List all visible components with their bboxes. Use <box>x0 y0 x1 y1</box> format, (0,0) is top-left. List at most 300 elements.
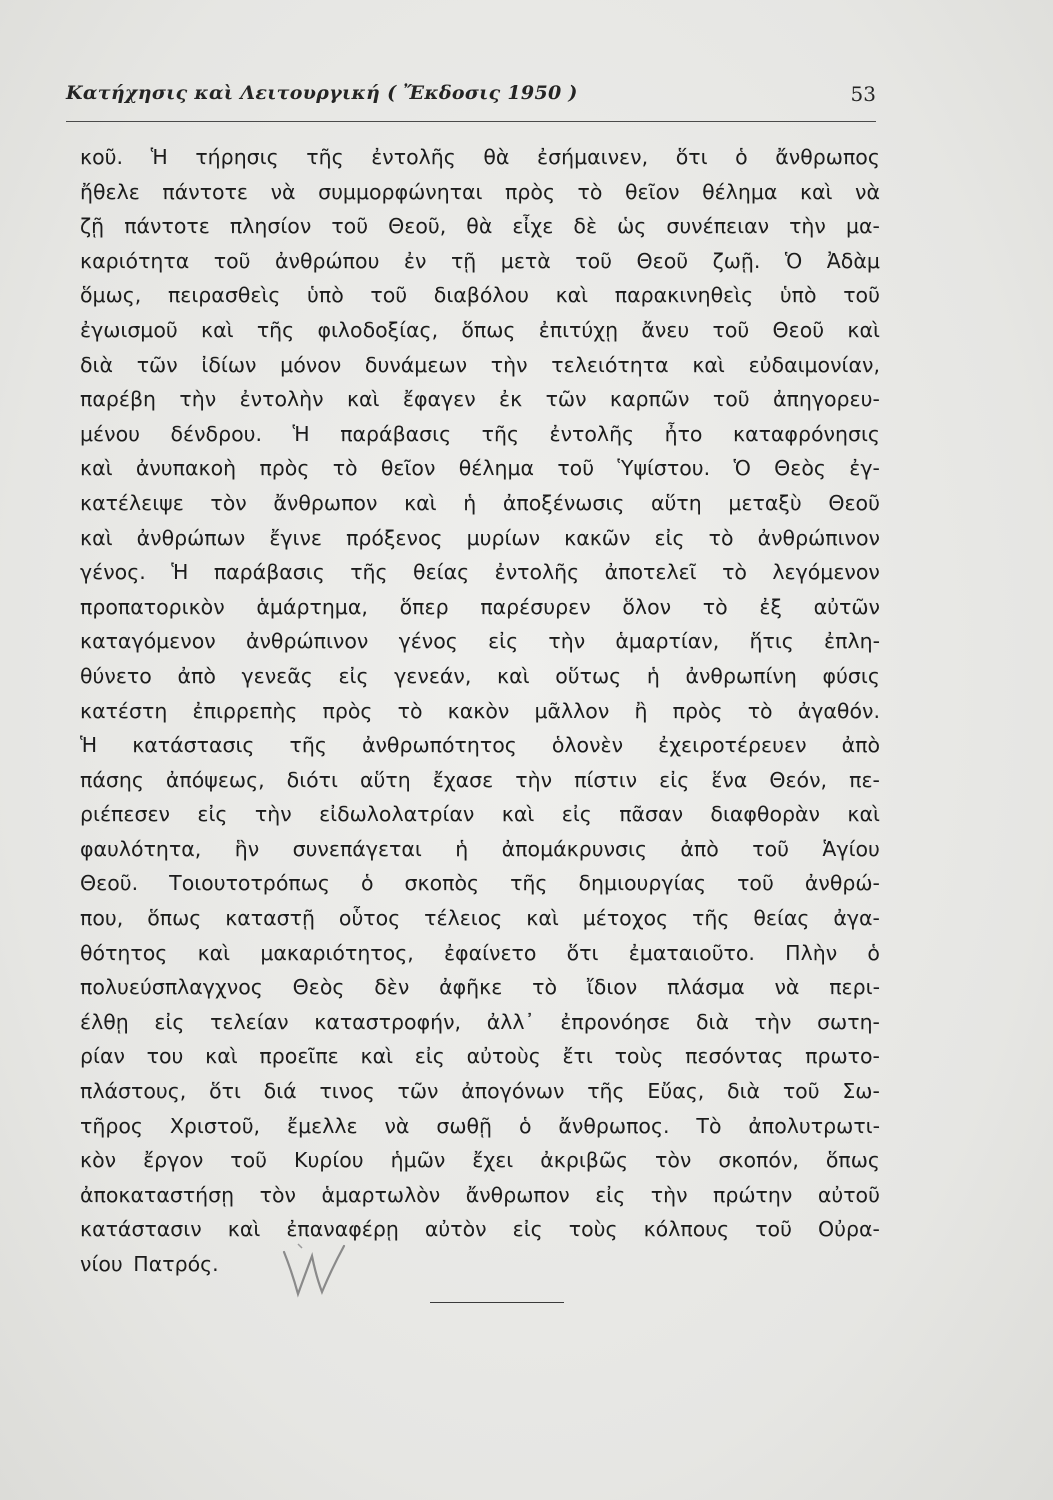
word: Θεοῦ, <box>388 214 447 239</box>
word: πάντοτε <box>124 214 210 239</box>
word: ἀνθρώπων <box>136 525 246 550</box>
word: ἐγωισμοῦ <box>80 317 178 342</box>
text-line <box>80 175 880 210</box>
word: φιλοδοξίας, <box>317 317 439 342</box>
word: καρπῶν <box>609 387 690 412</box>
word: μυρίων <box>466 525 541 550</box>
word: διαβόλου <box>433 283 529 308</box>
text-line <box>80 866 880 901</box>
word: ἐπιτύχῃ <box>538 317 619 342</box>
word: καὶ <box>205 1044 238 1069</box>
word: τοῦ <box>755 1217 792 1242</box>
word: καὶ <box>197 940 231 965</box>
word: δὲ <box>573 214 598 239</box>
word: τὸ <box>747 698 773 723</box>
word: καριότητα <box>80 248 190 273</box>
word: Ὑψίστου. <box>617 456 711 481</box>
text-line: νίου Πατρός. <box>80 1252 219 1276</box>
word: νὰ <box>384 1113 410 1138</box>
word: ἀφῆκε <box>439 975 503 1000</box>
word: ριέπεσεν <box>80 802 170 827</box>
word: τῆς <box>587 1079 625 1104</box>
word: ἄνευ <box>641 317 690 342</box>
word: πρὸς <box>259 456 310 481</box>
text-line <box>80 348 880 383</box>
word: τοῦ <box>843 283 880 308</box>
word: ἥτις <box>749 629 794 654</box>
word: μετὰ <box>500 248 551 273</box>
word: εἰδωλολατρίαν <box>319 802 475 827</box>
word: πάσης <box>80 767 144 792</box>
word: τῆς <box>692 906 730 931</box>
word: συνεπάγεται <box>292 836 422 861</box>
word: καὶ <box>847 802 880 827</box>
word: πρὸς <box>322 698 373 723</box>
word: τὸ <box>332 456 358 481</box>
text-line <box>80 278 880 313</box>
word: μᾶλλον <box>534 698 610 723</box>
end-rule <box>430 1302 564 1303</box>
word: ὅτι <box>675 145 708 169</box>
word: εὐδαιμονίαν, <box>748 352 880 377</box>
word: καταγόμενον <box>80 629 216 654</box>
word: του <box>146 1044 184 1069</box>
word: τῶν <box>397 1079 439 1104</box>
word: ἡμῶν <box>390 1148 446 1173</box>
word: κὸν <box>80 1148 117 1173</box>
word: αὐτοὺς <box>466 1044 541 1069</box>
text-line <box>80 659 880 694</box>
word: Οὐρα- <box>817 1217 880 1242</box>
word: Θεοῦ <box>772 317 825 342</box>
word: ἡ <box>455 836 469 861</box>
word: τοῦ <box>712 317 750 342</box>
word: μέτοχος <box>582 906 669 931</box>
word: πεσόντας <box>685 1044 784 1069</box>
word: Ἀδὰμ <box>826 248 880 273</box>
word: προπατορικὸν <box>80 594 225 619</box>
word: ἀγαθόν. <box>797 698 880 723</box>
word: τὴν <box>490 352 528 377</box>
word: θείας <box>413 560 470 585</box>
word: αὐτοῦ <box>817 1182 880 1207</box>
text-line <box>80 1178 880 1213</box>
word: που, <box>80 906 124 931</box>
word: φαυλότητα, <box>80 836 202 861</box>
word: τὸν <box>655 1148 692 1173</box>
text-line <box>80 590 880 625</box>
word: μεταξὺ <box>728 490 802 515</box>
word: διὰ <box>696 1009 730 1034</box>
word: θὰ <box>483 145 510 169</box>
text-line <box>80 521 880 556</box>
word: ἔτι <box>562 1044 593 1069</box>
word: πε- <box>849 767 880 792</box>
word: τοῦ <box>370 283 408 308</box>
word: ὡς <box>617 214 647 239</box>
text-line <box>80 1005 880 1040</box>
text-line <box>80 1143 880 1178</box>
word: ἀγα- <box>833 906 880 931</box>
word: τὸ <box>702 594 728 619</box>
word: τοῦ <box>213 248 251 273</box>
word: Πλὴν <box>785 940 838 965</box>
word: νὰ <box>855 179 880 204</box>
word: γένος. <box>80 560 146 585</box>
word: καὶ <box>80 525 113 550</box>
word: παρέβη <box>80 387 157 412</box>
word: τὴν <box>254 802 292 827</box>
word: Θεὸς <box>774 456 826 481</box>
word: εἰς <box>512 1217 543 1242</box>
word: πρωτο- <box>805 1044 880 1069</box>
word: καὶ <box>346 387 380 412</box>
word: ὅπως <box>825 1148 880 1173</box>
word: συνέπειαν <box>666 214 770 239</box>
word: τὴν <box>789 214 826 239</box>
word: ἀνυπακοὴ <box>135 456 237 481</box>
word: τοῦ <box>575 248 612 273</box>
word: ἐγ- <box>849 456 880 481</box>
word: δημιουργίας <box>578 871 707 896</box>
word: κατάστασις <box>132 733 255 758</box>
word: εἶχε <box>512 214 554 239</box>
word: Θεοῦ <box>828 490 880 515</box>
word: τῆς <box>510 871 548 896</box>
word: εἰς <box>488 629 519 654</box>
word: κατέλειψε <box>80 490 184 515</box>
word: παράβασις <box>213 560 325 585</box>
word: ἐματαιοῦτο. <box>628 940 755 965</box>
word: νὰ <box>270 179 296 204</box>
word: αὕτη <box>651 490 702 515</box>
word: πλάστους, <box>80 1079 187 1104</box>
word: ἀνθρωπότητος <box>361 733 517 758</box>
word: κακὸν <box>447 698 510 723</box>
word: ἁμαρτωλὸν <box>321 1182 441 1207</box>
word: ἐπαναφέρῃ <box>286 1217 399 1242</box>
word: πρόξενος <box>346 525 443 550</box>
word: ἀπηγορευ- <box>773 387 880 412</box>
word: τὴν <box>754 1009 792 1034</box>
word: δυνάμεων <box>364 352 468 377</box>
text-line <box>80 1039 880 1074</box>
handwritten-mark-icon <box>278 1242 348 1302</box>
word: ἔχασε <box>432 767 494 792</box>
word: ἀποτελεῖ <box>604 560 697 585</box>
word: καὶ <box>80 456 113 481</box>
word: εἰς <box>659 767 690 792</box>
word: Ὁ <box>784 248 803 273</box>
word: κόλπους <box>643 1217 730 1242</box>
word: Ἡ <box>80 733 98 758</box>
text-line <box>80 1212 880 1247</box>
text-line <box>80 313 880 348</box>
word: τῶν <box>545 387 587 412</box>
word: ἀπόψεως, <box>165 767 265 792</box>
word: παράβασις <box>340 421 452 446</box>
text-line <box>80 1074 880 1109</box>
word: Θεοῦ <box>636 248 689 273</box>
word: ἄνθρωπον <box>273 490 378 515</box>
text-line <box>80 970 880 1005</box>
word: ἀνθρώπινον <box>245 629 369 654</box>
text-line <box>80 555 880 590</box>
word: κοῦ. <box>80 145 124 169</box>
word: ὅλον <box>622 594 672 619</box>
word: ἀπὸ <box>841 733 880 758</box>
word: ὅπως <box>147 906 202 931</box>
word: αὕτη <box>360 767 411 792</box>
word: καταφρόνησις <box>732 421 880 446</box>
word: καὶ <box>692 352 725 377</box>
word: τὸν <box>210 490 247 515</box>
text-line <box>80 451 880 486</box>
word: ὅτι <box>566 940 599 965</box>
word: ἄνθρωπος <box>775 145 880 169</box>
word: ὅτι <box>209 1079 241 1104</box>
word: τοῦ <box>712 387 750 412</box>
word: οὕτως <box>555 663 622 688</box>
word: τῆς <box>306 145 344 169</box>
page-header <box>66 82 876 114</box>
word: προεῖπε <box>259 1044 339 1069</box>
word: θότητος <box>80 940 168 965</box>
word: μακαριότητος, <box>260 940 414 965</box>
word: τοῦ <box>557 456 595 481</box>
word: ἀλλ᾽ <box>486 1009 535 1034</box>
word: Θεὸς <box>292 975 345 1000</box>
word: τὴν <box>179 387 217 412</box>
word: θείας <box>753 906 810 931</box>
word: καὶ <box>526 906 559 931</box>
word: Σω- <box>842 1079 880 1104</box>
word: ὅμως, <box>80 283 142 308</box>
word: αὐτῶν <box>813 594 880 619</box>
word: ἐντολῆς <box>494 560 580 585</box>
word: ἢ <box>634 698 648 723</box>
word: ἔμελλε <box>286 1113 358 1138</box>
word: ἀνθρώ- <box>804 871 880 896</box>
word: τῆρος <box>80 1113 143 1138</box>
text-line <box>80 624 880 659</box>
word: εἰς <box>197 802 228 827</box>
word: Ἁγίου <box>822 836 880 861</box>
text-line <box>80 244 880 279</box>
word: ἐπιρρεπὴς <box>192 698 298 723</box>
word: τὴν <box>650 1182 688 1207</box>
word: τὸ <box>532 975 558 1000</box>
text-line <box>80 1109 880 1144</box>
word: συμμορφώνηται <box>318 179 483 204</box>
word: φύσις <box>822 663 880 688</box>
word: Κυρίου <box>294 1148 364 1173</box>
word: ὁλονὲν <box>551 733 624 758</box>
word: ὑπὸ <box>779 283 817 308</box>
word: πάντοτε <box>162 179 249 204</box>
word: καταστῇ <box>225 906 315 931</box>
word: ἴδιον <box>586 975 638 1000</box>
word: ἐπλη- <box>824 629 880 654</box>
word: πρὸς <box>505 179 555 204</box>
word: ἀπομάκρυνσις <box>501 836 647 861</box>
word: καὶ <box>799 179 833 204</box>
word: πειρασθεὶς <box>167 283 281 308</box>
word: εἰς <box>338 663 369 688</box>
word: Τοιουτοτρόπως <box>169 871 330 896</box>
word: ἔφαγεν <box>402 387 476 412</box>
word: θὰ <box>466 214 493 239</box>
word: καὶ <box>555 283 589 308</box>
word: τελείαν <box>210 1009 289 1034</box>
word: καὶ <box>227 1217 261 1242</box>
word: Θεόν, <box>769 767 828 792</box>
word: θέλημα <box>458 456 535 481</box>
word: μόνον <box>280 352 342 377</box>
word: λεγόμενον <box>772 560 880 585</box>
text-line <box>80 417 880 452</box>
word: ρίαν <box>80 1044 125 1069</box>
word: ὅπερ <box>399 594 449 619</box>
word: ὁ <box>867 940 880 965</box>
word: τὴν <box>515 767 553 792</box>
word: κατάστασιν <box>80 1217 202 1242</box>
word: καὶ <box>501 802 535 827</box>
word: τῶν <box>136 352 178 377</box>
word: ἔγινε <box>269 525 323 550</box>
word: ἐκ <box>499 387 523 412</box>
word: τοῦ <box>782 1079 820 1104</box>
word: τὴν <box>548 629 586 654</box>
word: ἀπὸ <box>177 663 216 688</box>
word: πρὸς <box>672 698 723 723</box>
word: γενεᾶς <box>241 663 313 688</box>
word: ὁ <box>518 1113 532 1138</box>
word: ζῇ <box>80 214 105 239</box>
word: τοῦ <box>752 836 789 861</box>
word: διότι <box>286 767 338 792</box>
word: παρακινηθεὶς <box>614 283 754 308</box>
word: τῆς <box>289 733 327 758</box>
word: ἐπρονόησε <box>560 1009 671 1034</box>
text-line <box>80 209 880 244</box>
text-line <box>80 936 880 971</box>
word: ὁ <box>735 145 748 169</box>
text-line <box>80 763 880 798</box>
word: τὸ <box>722 560 747 585</box>
word: δὲν <box>374 975 410 1000</box>
word: ἀπολυτρωτι- <box>748 1113 880 1138</box>
word: ἀκριβῶς <box>540 1148 629 1173</box>
word: σκοπόν, <box>718 1148 799 1173</box>
word: Ἡ <box>171 560 189 585</box>
word: ἀποκαταστήσῃ <box>80 1182 235 1207</box>
word: ζωῇ. <box>712 248 761 273</box>
word: τοὺς <box>568 1217 618 1242</box>
word: ἐχειροτέρευεν <box>658 733 807 758</box>
word: ἀποξένωσις <box>502 490 625 515</box>
word: ἄνθρωπον <box>465 1182 570 1207</box>
word: παρέσυρεν <box>480 594 591 619</box>
word: νὰ <box>774 975 800 1000</box>
word: ἐντολῆς <box>371 145 456 169</box>
word: Χριστοῦ, <box>169 1113 261 1138</box>
word: σωθῇ <box>436 1113 493 1138</box>
word: καταστροφήν, <box>314 1009 462 1034</box>
word: ἡ <box>646 663 660 688</box>
word: τοῦ <box>737 871 774 896</box>
word: θύνετο <box>80 663 152 688</box>
word: πίστιν <box>574 767 638 792</box>
word: ἐσήμαινεν, <box>537 145 649 169</box>
word: ὅπως <box>461 317 516 342</box>
text-line <box>80 797 880 832</box>
word: Ὁ <box>733 456 751 481</box>
word: Θεοῦ. <box>80 871 139 896</box>
running-title: Κατήχησις καὶ Λειτουργική ( Ἔκδοσις 1950 ) <box>66 82 578 104</box>
word: κατέστη <box>80 698 168 723</box>
word: τὸ <box>708 525 734 550</box>
word: πρώτην <box>713 1182 793 1207</box>
word: διὰ <box>727 1079 761 1104</box>
word: θεῖον <box>380 456 436 481</box>
word: ἐν <box>403 248 427 273</box>
text-line <box>80 694 880 729</box>
header-rule <box>66 121 876 122</box>
word: καὶ <box>201 317 234 342</box>
word: ἰδίων <box>201 352 257 377</box>
word: ἐντολὴν <box>239 387 324 412</box>
word: ἤθελε <box>80 179 140 204</box>
word: τὸν <box>259 1182 296 1207</box>
page-number: 53 <box>850 82 876 106</box>
word: τοῦ <box>230 1148 268 1173</box>
word: ἔργον <box>143 1148 204 1173</box>
word: τῇ <box>450 248 477 273</box>
word: διά <box>263 1079 297 1104</box>
word: τινος <box>319 1079 375 1104</box>
text-line <box>80 486 880 521</box>
word: κακῶν <box>564 525 631 550</box>
word: ἔχει <box>472 1148 514 1173</box>
word: Ἡ <box>292 421 310 446</box>
word: ἐφαίνετο <box>443 940 537 965</box>
word: αὐτὸν <box>424 1217 487 1242</box>
word: τελειότητα <box>551 352 669 377</box>
word: εἰς <box>561 802 592 827</box>
word: σωτη- <box>817 1009 880 1034</box>
word: ἀνθρωπίνη <box>685 663 797 688</box>
word: ἁμάρτημα, <box>256 594 368 619</box>
word: τήρησις <box>195 145 279 169</box>
word: τοῦ <box>331 214 369 239</box>
text-line <box>80 382 880 417</box>
word: ἀπὸ <box>680 836 719 861</box>
text-line <box>80 832 880 867</box>
text-line <box>80 901 880 936</box>
word: εἰς <box>595 1182 626 1207</box>
word: εἰς <box>414 1044 445 1069</box>
word: εἰς <box>654 525 685 550</box>
word: ἀνθρώπινον <box>757 525 880 550</box>
word: ἡ <box>463 490 477 515</box>
word: διαφθορὰν <box>710 802 820 827</box>
word: τὸ <box>577 179 603 204</box>
word: τῆς <box>350 560 388 585</box>
word: πλάσμα <box>667 975 745 1000</box>
text-line <box>80 140 880 175</box>
word: ἣν <box>234 836 260 861</box>
